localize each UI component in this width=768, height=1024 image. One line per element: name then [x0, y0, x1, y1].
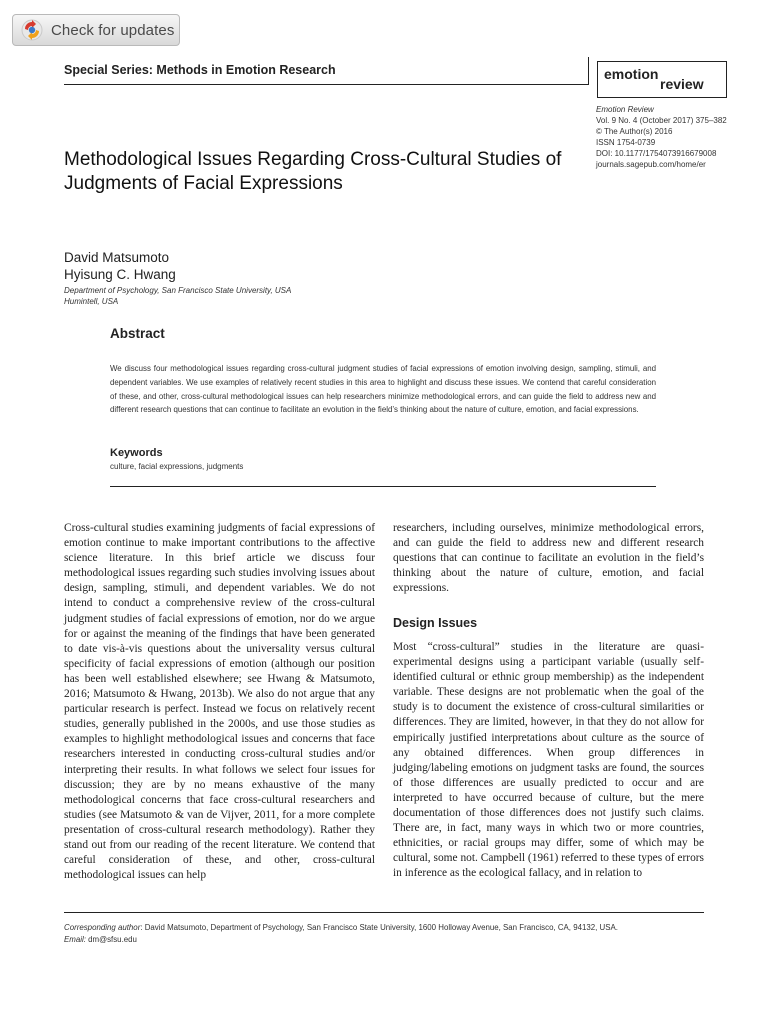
body-column-right-intro: researchers, including ourselves, minimize methodological errors, and can guide the field to address new and different research questions that can continue to facilitate an evolution in the field’s thinking about the nature of culture, emotion, and facial expressions.: [393, 522, 704, 595]
series-title: Special Series: Methods in Emotion Research: [64, 63, 336, 77]
journal-issn: ISSN 1754-0739: [596, 138, 656, 147]
corresponding-author-text: : David Matsumoto, Department of Psychology, San Francisco State University, 1600 Holloway Avenue, San Francisco, CA, 94132, USA.: [140, 923, 618, 932]
logo-word-emotion: emotion: [604, 66, 659, 82]
header-rule: [64, 84, 588, 85]
corresponding-author-line: [64, 922, 618, 934]
author-name: Hyisung C. Hwang: [64, 267, 176, 282]
affiliations: [64, 285, 291, 307]
body-column-right-section: Most “cross-cultural” studies in the literature are quasi-experimental designs using a participant variable (usually self-identified cultural or ethnic group membership) as the independent variable. These designs are not problematic when the goal of the study is to document the existence of cross-cultural similarities or differences. They are limited, however, in that they do not allow for empirically justified interpretations about culture as the source of any obtained differences. When group differences in judging/labeling emotions on judgment tasks are found, the sources of those differences are usually predicted to occur and are interpreted to have occurred because of culture, but the mere documentation of those differences does not justify such claims. There are, in fact, many ways in which two or more countries, ethnicities, or racial groups may differ, some of which may be cultural, some not. Campbell (1961) referred to these types of errors in inference as the ecological fallacy, and in relation to: [393, 641, 704, 880]
author-name: David Matsumoto: [64, 250, 170, 265]
logo-word-review: review: [660, 76, 704, 92]
journal-copyright: © The Author(s) 2016: [596, 127, 673, 136]
email-label: Email:: [64, 935, 86, 944]
journal-logo: [597, 61, 727, 98]
keywords-text: culture, facial expressions, judgments: [110, 462, 244, 471]
journal-name: Emotion Review: [596, 105, 654, 114]
abstract-heading: Abstract: [110, 326, 165, 341]
affiliation: Department of Psychology, San Francisco State University, USA: [64, 286, 292, 295]
footnote-rule: [64, 912, 704, 913]
keywords-heading: Keywords: [110, 447, 163, 459]
check-for-updates-icon: [21, 19, 43, 41]
email-address[interactable]: dm@sfsu.edu: [85, 935, 137, 944]
journal-volume: Vol. 9 No. 4 (October 2017) 375–382: [596, 116, 727, 125]
abstract-text: We discuss four methodological issues regarding cross-cultural judgment studies of facial expressions of emotion involving design, sampling, stimuli, and dependent variables. We use examples of relatively recent studies in this area to highlight and discuss these issues. We contend that careful consideration of these, and other, cross-cultural methodological issues can help researchers minimize methodological errors, and can guide the field to address new and different research questions that can continue to facilitate an evolution in the field’s thinking about the nature of culture, emotion, and facial expressions.: [110, 364, 656, 415]
check-for-updates-button[interactable]: [12, 14, 180, 46]
email-line: [64, 934, 618, 946]
footnote: [64, 922, 618, 946]
affiliation: Humintell, USA: [64, 297, 119, 306]
abstract-rule: [110, 486, 656, 487]
journal-url[interactable]: journals.sagepub.com/home/er: [596, 160, 706, 169]
article-title: Methodological Issues Regarding Cross-Cultural Studies of Judgments of Facial Expressions: [64, 149, 562, 194]
header-rule-vertical: [588, 57, 589, 85]
check-for-updates-label: Check for updates: [51, 21, 175, 39]
author-list: [64, 249, 176, 283]
journal-doi[interactable]: DOI: 10.1177/1754073916679008: [596, 149, 717, 158]
section-heading: Design Issues: [393, 616, 478, 630]
journal-info: [596, 104, 727, 170]
corresponding-author-label: Corresponding author: [64, 923, 141, 932]
body-column-left: Cross-cultural studies examining judgments of facial expressions of emotion continue to make important contributions to the affective science literature. In this brief article we discuss four methodological issues regarding such studies involving issues about design, sampling, stimuli, and dependent variables. We do not intend to conduct a comprehensive review of the cross-cultural judgment studies of facial expressions of emotion, nor do we argue for or against the meaning of the findings that have been generated to date vis-à-vis questions about the universality versus cultural specificity of facial expressions of emotion (although our position has been well established elsewhere; see Hwang & Matsumoto, 2016; Matsumoto & Hwang, 2013b). We also do not argue that any particular research is perfect. Instead we focus on relatively recent studies, generally published in the 2000s, and use those studies as examples to highlight methodological issues and concerns that face researchers interested in conducting cross-cultural studies and/or interpreting their results. In what follows we select four issues for discussion; they are by no means exhaustive of the many methodological concerns that face cross-cultural researchers and studies (see Matsumoto & van de Vijver, 2011, for a more complete presentation of cross-cultural research methodology). Rather they stand out from our reading of the recent literature. We contend that careful consideration of these, and other, cross-cultural methodological issues can help: [64, 522, 375, 882]
